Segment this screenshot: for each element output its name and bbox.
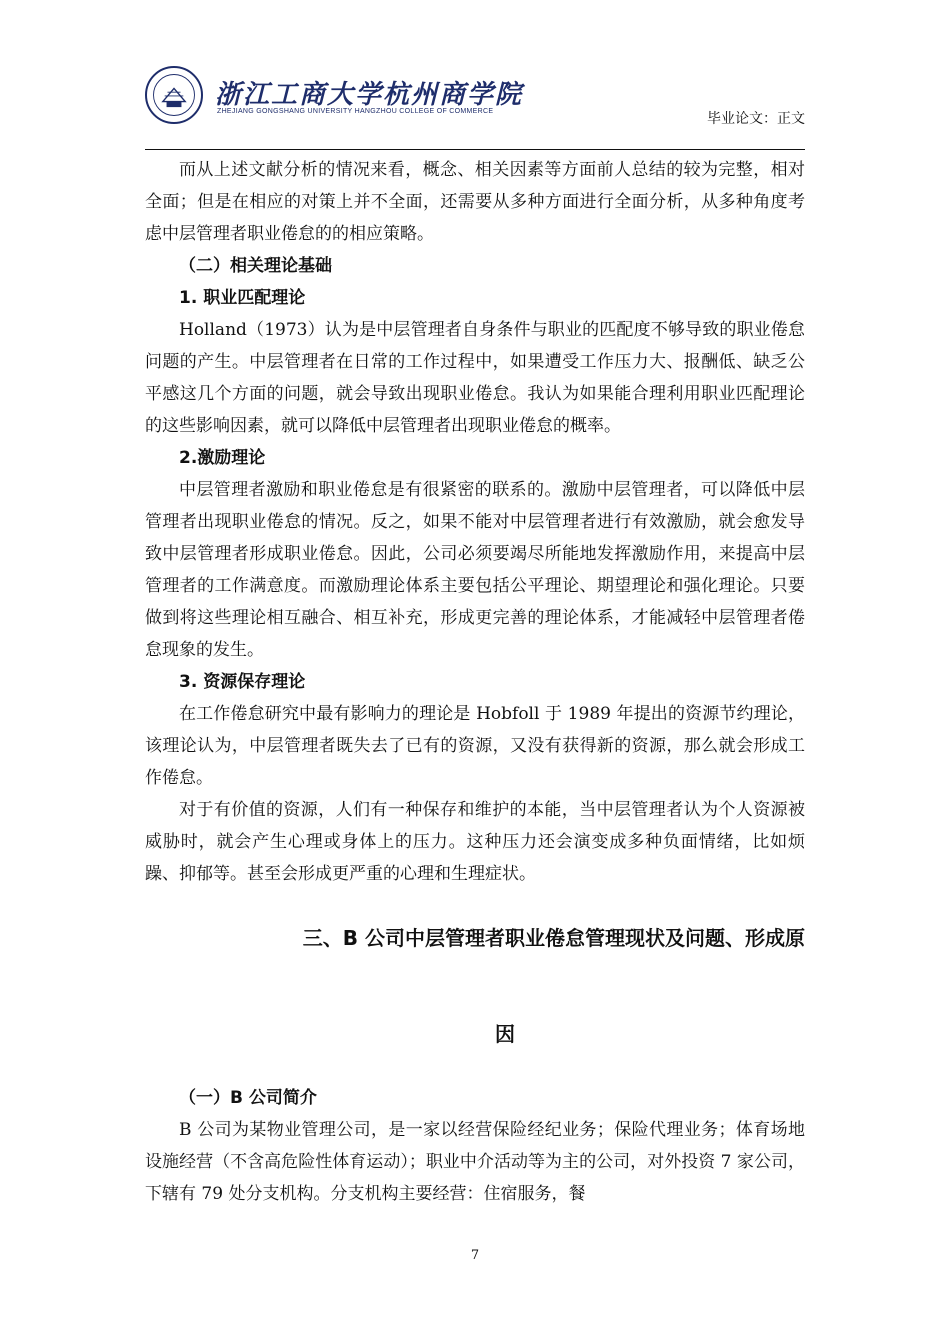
subsection-heading: 1. 职业匹配理论 [179,288,306,308]
header-rule [145,149,805,150]
section-heading: （一）B 公司简介 [179,1088,317,1108]
paragraph: Holland（1973）认为是中层管理者自身条件与职业的匹配度不够导致的职业倦怠问题的产生。中层管理者在日常的工作过程中，如果遭受工作压力大、报酬低、缺乏公平感这几个方面的问题，就会导致出现职业倦怠。我认为如果能合理利用职业匹配理论的这些影响因素，就可以降低中层管理者出现职业倦怠的概率。 [145,320,805,436]
page-number: 7 [470,1248,480,1263]
paragraph: 而从上述文献分析的情况来看，概念、相关因素等方面前人总结的较为完整，相对全面；但是在相应的对策上并不全面，还需要从多种方面进行全面分析，从多种角度考虑中层管理者职业倦怠的的相应策略。 [145,160,805,244]
chapter-title: 三、B 公司中层管理者职业倦怠管理现状及问题、形成原 [302,926,805,950]
university-logo-en: ZHEJIANG GONGSHANG UNIVERSITY HANGZHOU COLLEGE OF COMMERCE [217,108,494,115]
page-header [145,66,805,150]
chapter-title-continued: 因 [495,1022,515,1046]
subsection-heading: 3. 资源保存理论 [179,672,306,692]
paragraph: 在工作倦怠研究中最有影响力的理论是 Hobfoll 于 1989 年提出的资源节约理论，该理论认为，中层管理者既失去了已有的资源，又没有获得新的资源，那么就会形成工作倦怠。 [145,704,805,788]
university-logo-cn: 浙江工商大学杭州商学院 [215,80,524,110]
header-section-label: 毕业论文：正文 [707,111,805,127]
paragraph: B 公司为某物业管理公司，是一家以经营保险经纪业务；保险代理业务；体育场地设施经营（不含高危险性体育运动）；职业中介活动等为主的公司，对外投资 7 家公司，下辖有 79 处分支机构。分支机构主要经营：住宿服务，餐 [145,1120,805,1204]
paragraph: 中层管理者激励和职业倦怠是有很紧密的联系的。激励中层管理者，可以降低中层管理者出现职业倦怠的情况。反之，如果不能对中层管理者进行有效激励，就会愈发导致中层管理者形成职业倦怠。因此，公司必须要竭尽所能地发挥激励作用，来提高中层管理者的工作满意度。而激励理论体系主要包括公平理论、期望理论和强化理论。只要做到将这些理论相互融合、相互补充，形成更完善的理论体系，才能减轻中层管理者倦怠现象的发生。 [145,480,805,660]
university-seal-icon [145,66,203,124]
page-body [145,154,805,1210]
section-heading: （二）相关理论基础 [179,256,332,276]
subsection-heading: 2.激励理论 [179,448,266,468]
paragraph: 对于有价值的资源，人们有一种保存和维护的本能，当中层管理者认为个人资源被威胁时，就会产生心理或身体上的压力。这种压力还会演变成多种负面情绪，比如烦躁、抑郁等。甚至会形成更严重的心理和生理症状。 [145,800,805,884]
